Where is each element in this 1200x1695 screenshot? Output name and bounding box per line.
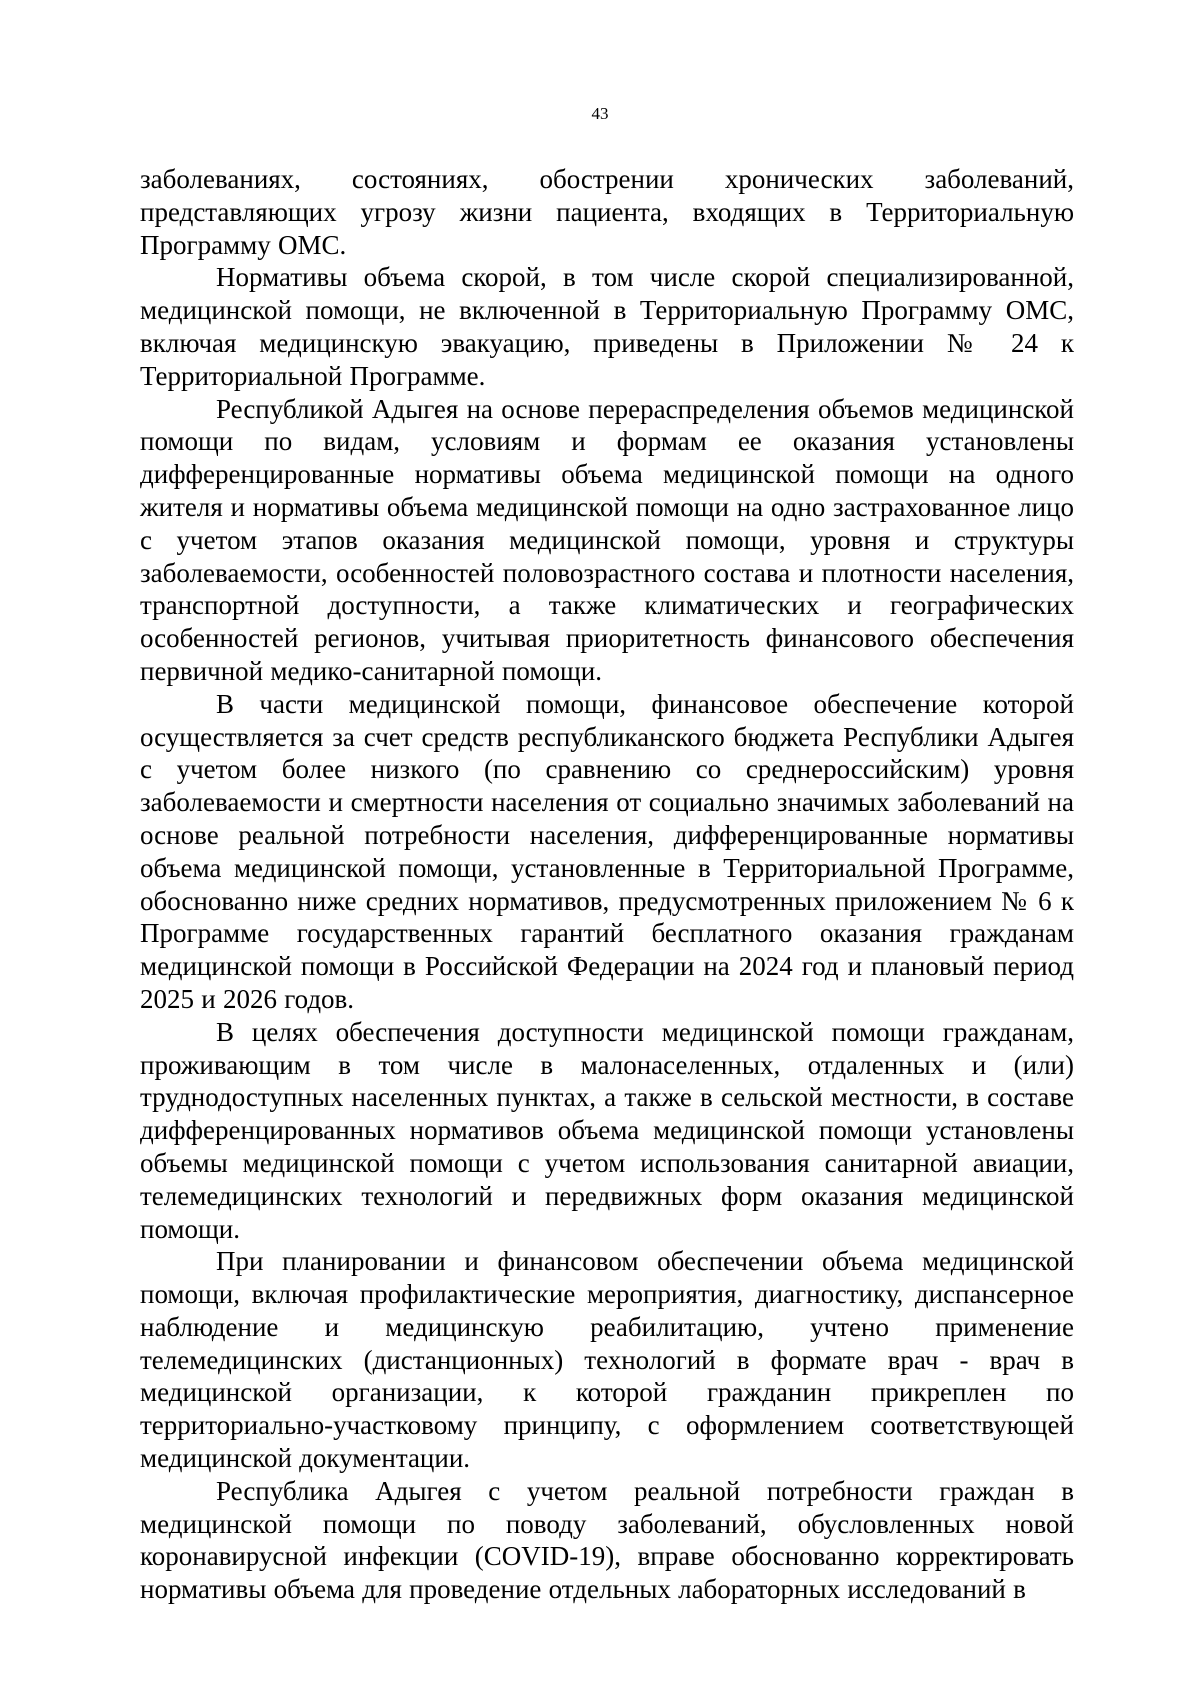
paragraph: Республикой Адыгея на основе перераспределения объемов медицинской помощи по видам, условиям и формам ее оказания установлены дифференцированные нормативы объема медицинской помощи на одного жителя и нормативы объема медицинской помощи на одно застрахованное лицо с учетом этапов оказания медицинской помощи, уровня и структуры заболеваемости, особенностей половозрастного состава и плотности населения, транспортной доступности, а также климатических и географических особенностей регионов, учитывая приоритетность финансового обеспечения первичной медико-санитарной помощи. — [140, 393, 1074, 686]
paragraph: В части медицинской помощи, финансовое обеспечение которой осуществляется за счет средств республиканского бюджета Республики Адыгея с учетом более низкого (по сравнению со среднероссийским) уровня заболеваемости и смертности населения от социально значимых заболеваний на основе реальной потребности населения, дифференцированные нормативы объема медицинской помощи, установленные в Территориальной Программе, обоснованно ниже средних нормативов, предусмотренных приложением № 6 к Программе государственных гарантий бесплатного оказания гражданам медицинской помощи в Российской Федерации на 2024 год и плановый период 2025 и 2026 годов. — [140, 688, 1074, 1014]
paragraph: В целях обеспечения доступности медицинской помощи гражданам, проживающим в том числе в малонаселенных, отдаленных и (или) труднодоступных населенных пунктах, а также в сельской местности, в составе дифференцированных нормативов объема медицинской помощи установлены объемы медицинской помощи с учетом использования санитарной авиации, телемедицинских технологий и передвижных форм оказания медицинской помощи. — [140, 1016, 1074, 1244]
paragraph: заболеваниях, состояниях, обострении хронических заболеваний, представляющих угрозу жизни пациента, входящих в Территориальную Программу ОМС. — [140, 164, 1074, 260]
paragraph: При планировании и финансовом обеспечении объема медицинской помощи, включая профилактические мероприятия, диагностику, диспансерное наблюдение и медицинскую реабилитацию, учтено применение телемедицинских (дистанционных) технологий в формате врач - врач в медицинской организации, к которой гражданин прикреплен по территориально-участковому принципу, с оформлением соответствующей медицинской документации. — [140, 1246, 1074, 1474]
page-number: 43 — [591, 104, 609, 123]
paragraph: Республика Адыгея с учетом реальной потребности граждан в медицинской помощи по поводу заболеваний, обусловленных новой коронавирусной инфекции (COVID-19), вправе обоснованно корректировать нормативы объема для проведение отдельных лабораторных исследований в — [140, 1475, 1074, 1605]
paragraph: Нормативы объема скорой, в том числе скорой специализированной, медицинской помощи, не включенной в Территориальную Программу ОМС, включая медицинскую эвакуацию, приведены в Приложении № 24 к Территориальной Программе. — [140, 262, 1074, 391]
document-body — [140, 163, 1074, 1606]
